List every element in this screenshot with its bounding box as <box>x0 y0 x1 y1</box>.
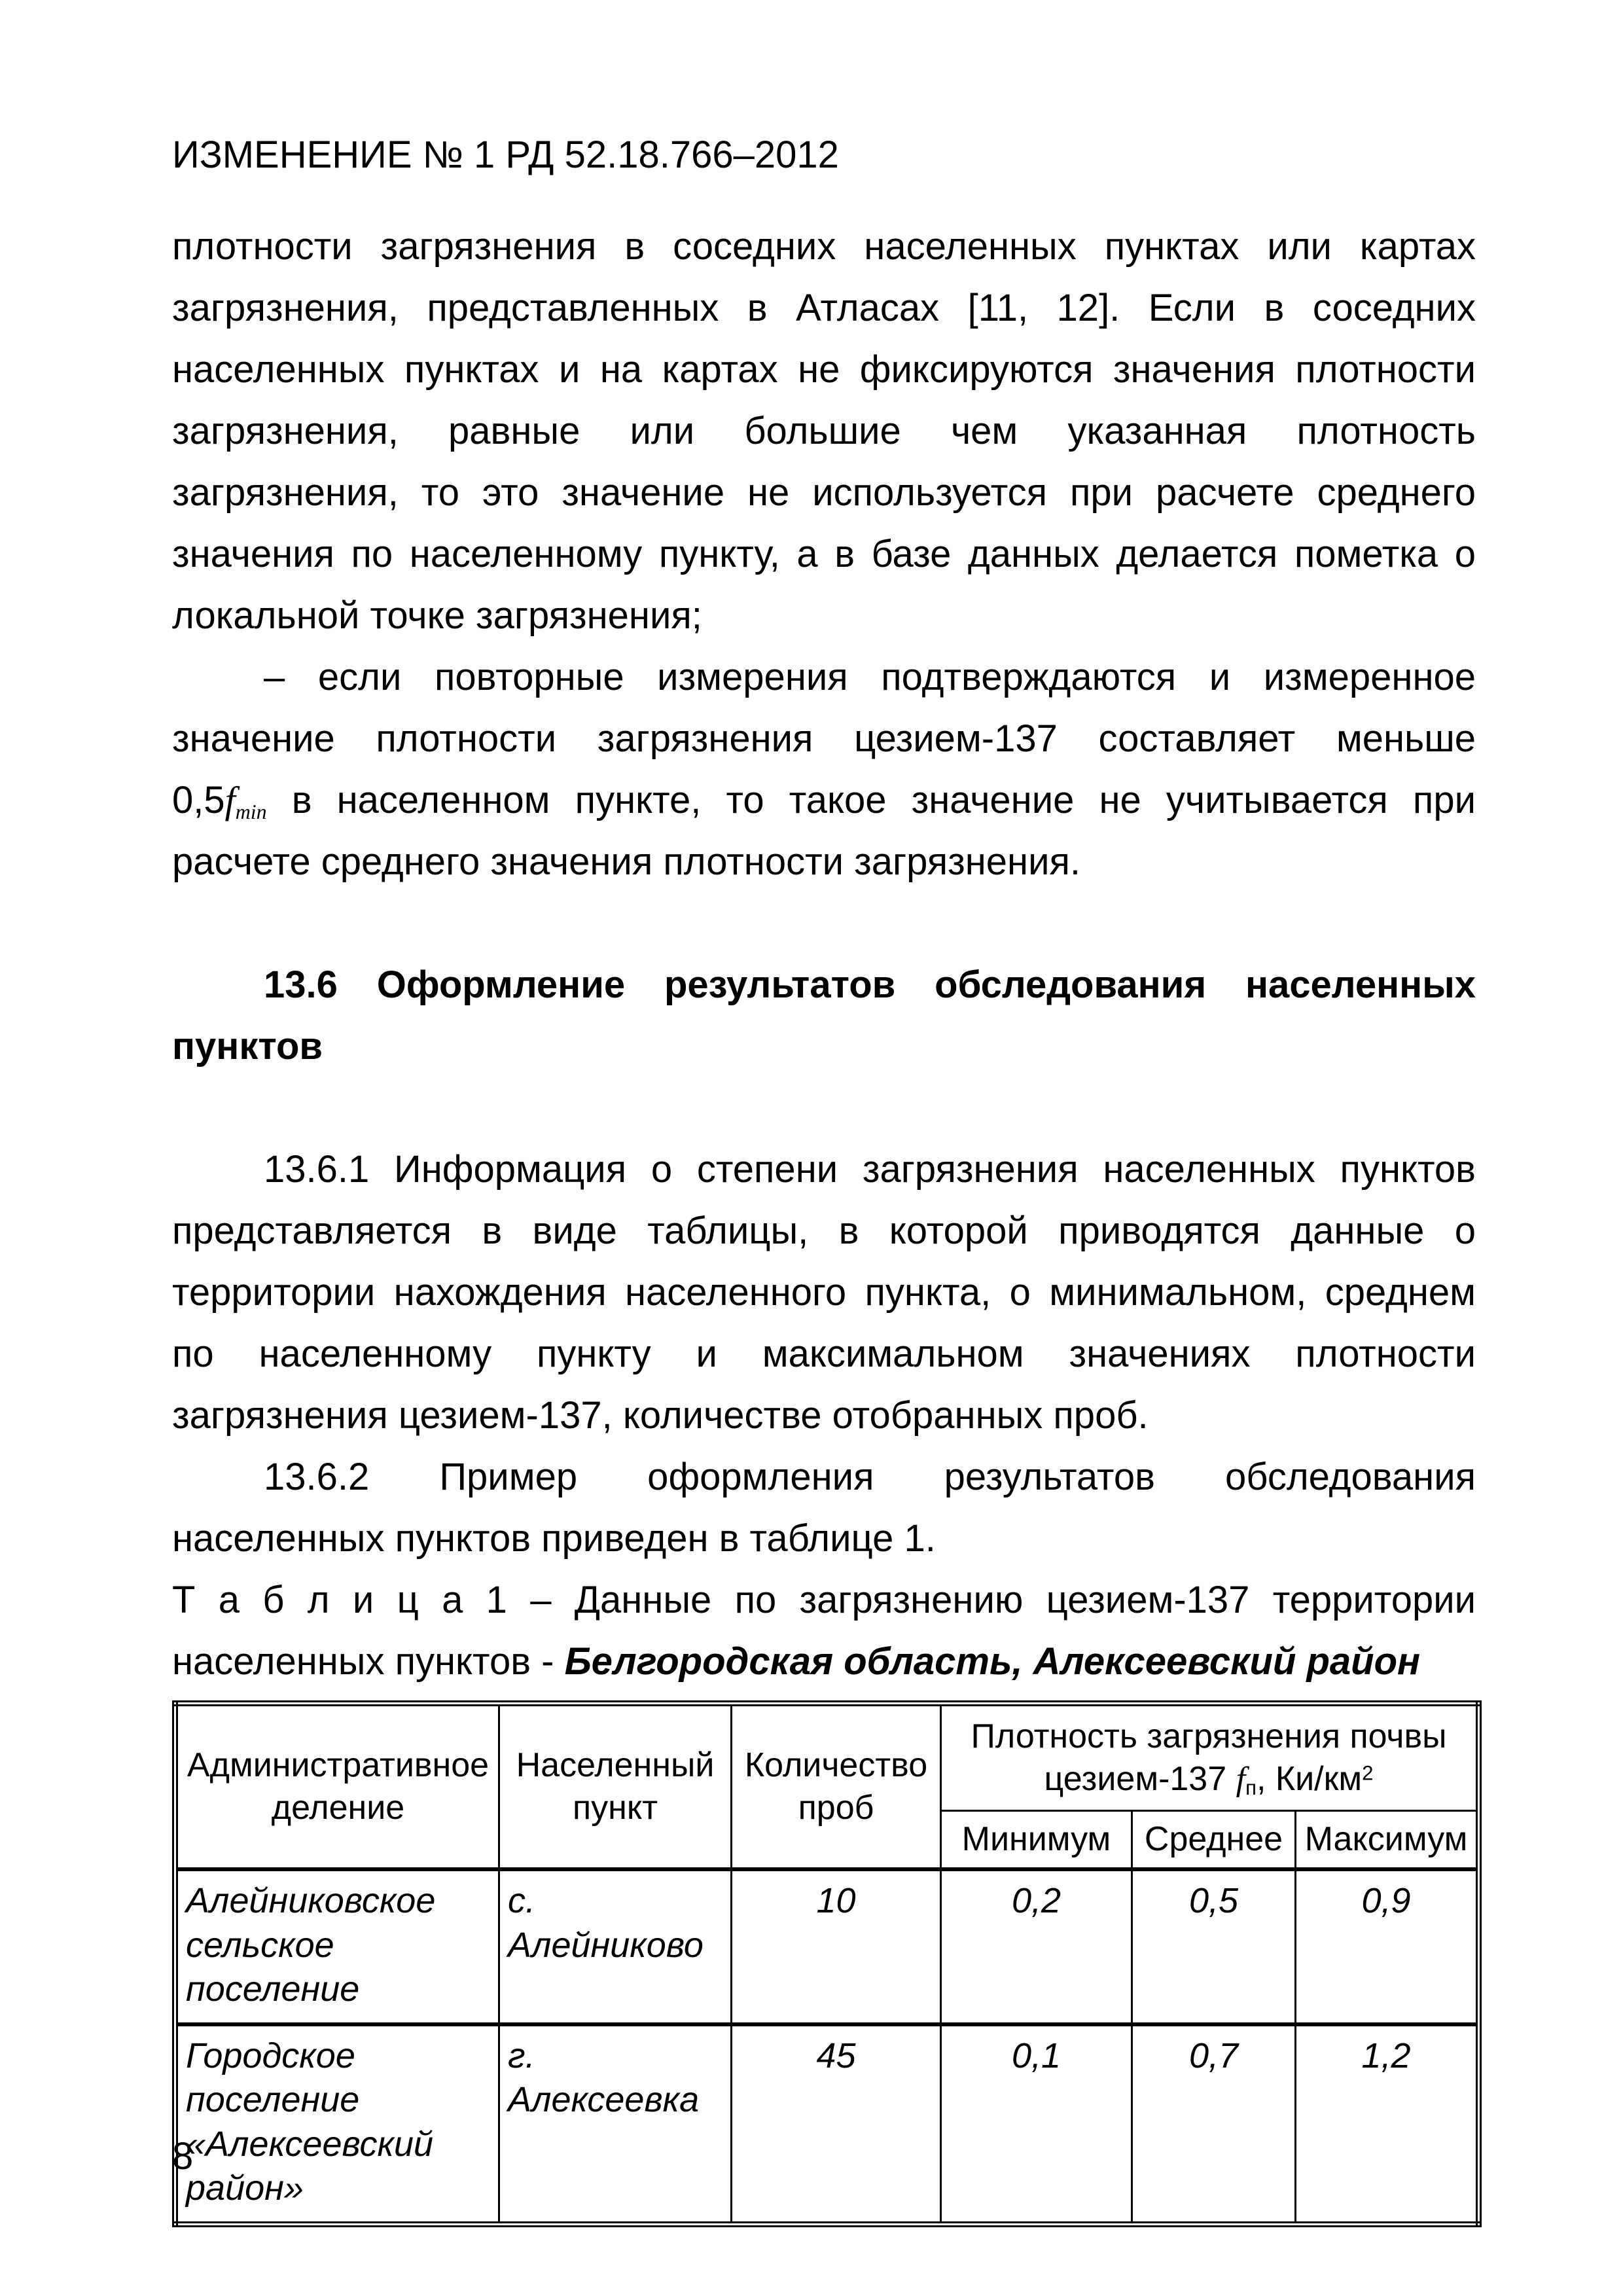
paragraph-line: населенных пунктов приведен в таблице 1. <box>172 1517 936 1560</box>
paragraph-line: загрязнения, равные или большие чем указанная плотность <box>172 410 1476 452</box>
column-header-division: Административное деление <box>175 1704 499 1870</box>
paragraph-repeated-measurements <box>172 647 1476 893</box>
paragraph-line: населенных пунктах и на картах не фиксируются значения плотности <box>172 348 1476 391</box>
table-row <box>175 1869 1479 2024</box>
paragraph-line: представляется в виде таблицы, в которой приводятся данные о <box>172 1210 1476 1252</box>
cell-division: Алейниковское сельское поселение <box>175 1869 499 2024</box>
contamination-data-table <box>172 1700 1482 2227</box>
cell-maximum: 0,9 <box>1296 1869 1479 2024</box>
running-header: ИЗМЕНЕНИЕ № 1 РД 52.18.766–2012 <box>172 134 839 176</box>
paragraph-line: – если повторные измерения подтверждаются и измеренное <box>264 656 1476 698</box>
table-caption-line: Т а б л и ц а 1 – Данные по загрязнению цезием-137 территории <box>172 1579 1476 1621</box>
cell-maximum: 1,2 <box>1296 2024 1479 2225</box>
table-row <box>175 2024 1479 2225</box>
cell-average: 0,5 <box>1132 1869 1296 2024</box>
density-unit-superscript: 2 <box>1362 1761 1374 1785</box>
paragraph-line: расчете среднего значения плотности загрязнения. <box>172 840 1081 883</box>
cell-minimum: 0,2 <box>941 1869 1132 2024</box>
column-header-maximum: Максимум <box>1296 1811 1479 1870</box>
density-f-symbol: f <box>1236 1761 1246 1798</box>
column-header-samples: Количество проб <box>732 1704 941 1870</box>
page-number: 8 <box>172 2135 194 2178</box>
paragraph-line: загрязнения, то это значение не используется при расчете среднего <box>172 471 1476 514</box>
paragraph-line: значение плотности загрязнения цезием-137 составляет меньше <box>172 717 1476 760</box>
formula-f-symbol: f <box>224 779 236 821</box>
cell-average: 0,7 <box>1132 2024 1296 2225</box>
paragraph-line: загрязнения цезием-137, количестве отобранных проб. <box>172 1394 1149 1437</box>
heading-line: пунктов <box>172 1025 323 1067</box>
cell-settlement: г. Алексеевка <box>499 2024 732 2225</box>
paragraph-line: плотности загрязнения в соседних населенных пунктах или картах <box>172 225 1476 268</box>
section-heading-13-6 <box>172 954 1476 1077</box>
paragraph-line: загрязнения, представленных в Атласах [11, 12]. Если в соседних <box>172 287 1476 329</box>
paragraph-line: локальной точке загрязнения; <box>172 594 702 637</box>
formula-line <box>172 770 1476 831</box>
column-header-minimum: Минимум <box>941 1811 1132 1870</box>
paragraph-line: по населенному пункту и максимальном значениях плотности <box>172 1333 1476 1375</box>
paragraph-line: территории нахождения населенного пункта, о минимальном, среднем <box>172 1271 1476 1314</box>
cell-samples: 10 <box>732 1869 941 2024</box>
paragraph-line: 13.6.2 Пример оформления результатов обследования <box>264 1456 1476 1498</box>
cell-division: Городское поселение «Алексеевский район» <box>175 2024 499 2225</box>
page-content <box>172 124 1476 2227</box>
table-caption <box>172 1570 1476 1693</box>
paragraph-density-rules <box>172 216 1476 647</box>
table-caption-line <box>172 1631 1476 1693</box>
paragraph-13-6-1 <box>172 1139 1476 1446</box>
density-f-subscript: п <box>1245 1776 1257 1799</box>
paragraph-line-text: в населенном пункте, то такое значение не учитывается при <box>291 779 1476 821</box>
column-header-average: Среднее <box>1132 1811 1296 1870</box>
column-header-density-group <box>941 1704 1479 1811</box>
density-group-text: Плотность загрязнения почвы цезием-137 <box>971 1717 1447 1798</box>
formula-min-subscript: min <box>235 800 267 823</box>
cell-samples: 45 <box>732 2024 941 2225</box>
column-header-settlement: Населенный пункт <box>499 1704 732 1870</box>
paragraph-13-6-2 <box>172 1446 1476 1570</box>
density-unit-text: , Ки/км <box>1256 1760 1363 1798</box>
cell-minimum: 0,1 <box>941 2024 1132 2225</box>
table-header-row-top <box>175 1704 1479 1811</box>
paragraph-line: 13.6.1 Информация о степени загрязнения населенных пунктов <box>264 1148 1476 1191</box>
heading-line: 13.6 Оформление результатов обследования населенных <box>264 963 1476 1006</box>
paragraph-line: значения по населенному пункту, а в базе данных делается пометка о <box>172 533 1476 575</box>
table-caption-region: Белгородская область, Алексеевский район <box>564 1640 1421 1683</box>
table-caption-text: населенных пунктов - <box>172 1640 554 1683</box>
cell-settlement: с. Алейниково <box>499 1869 732 2024</box>
formula-coefficient: 0,5 <box>172 779 225 821</box>
